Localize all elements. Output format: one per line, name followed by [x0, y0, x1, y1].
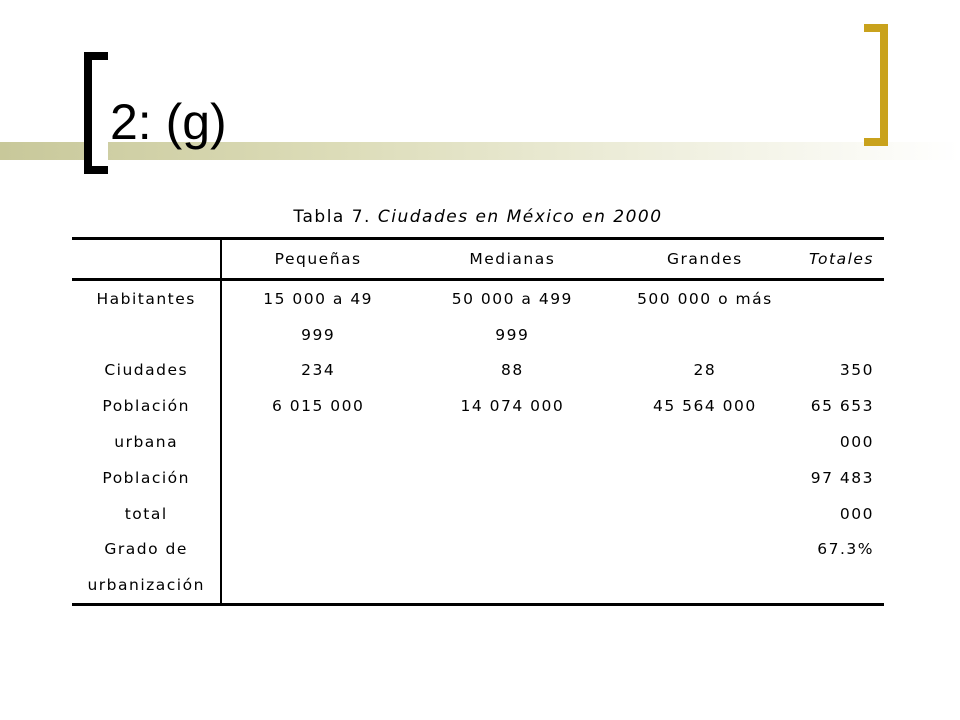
table-cell	[414, 496, 611, 532]
table-cell: 15 000 a 49	[263, 289, 374, 308]
table-cell: 65 653	[810, 397, 874, 416]
table-cell: 350	[839, 361, 874, 380]
table-cell	[799, 567, 884, 604]
slide-title: 2: (g)	[110, 94, 227, 150]
cities-table	[72, 237, 884, 606]
table-cell	[611, 567, 799, 604]
table-cell: 50 000 a 499	[451, 289, 573, 308]
table-row	[72, 532, 884, 568]
header-cell-pequenas: Pequeñas	[221, 239, 414, 280]
table-cell	[221, 532, 414, 568]
row-label-cell: Grado de	[72, 532, 221, 568]
right-bracket-decoration	[864, 24, 888, 146]
table-cell	[221, 567, 414, 604]
table-row	[72, 388, 884, 424]
table-row	[72, 567, 884, 604]
table-cell	[221, 460, 414, 496]
left-bracket-decoration	[84, 52, 108, 174]
header-cell-totales: Totales	[799, 239, 884, 280]
table-cell: 45 564 000	[652, 397, 757, 416]
table-cell	[221, 424, 414, 460]
table-cell: 000	[839, 433, 874, 452]
header-cell-blank	[72, 239, 221, 280]
table-cell	[799, 280, 884, 317]
row-label-cell: Población	[72, 388, 221, 424]
table-row	[72, 460, 884, 496]
header-cell-medianas: Medianas	[414, 239, 611, 280]
table-cell	[221, 496, 414, 532]
table-cell	[414, 567, 611, 604]
table-cell: 88	[500, 361, 524, 380]
header-cell-grandes: Grandes	[611, 239, 799, 280]
row-label-cell: urbana	[72, 424, 221, 460]
table-cell: 67.3%	[817, 540, 874, 559]
table-cell: 234	[301, 361, 336, 380]
row-label-cell: Población	[72, 460, 221, 496]
table-cell: 500 000 o más	[637, 289, 773, 308]
table-cell	[414, 460, 611, 496]
row-label-cell: Habitantes	[72, 280, 221, 317]
table-cell	[611, 460, 799, 496]
table-cell	[611, 532, 799, 568]
table-cell	[414, 424, 611, 460]
row-label-cell: Ciudades	[72, 353, 221, 389]
table-cell	[611, 424, 799, 460]
table-cell	[611, 496, 799, 532]
table-cell: 14 074 000	[460, 397, 565, 416]
table-cell	[799, 317, 884, 353]
table-cell: 97 483	[810, 468, 874, 487]
row-label-cell: total	[72, 496, 221, 532]
table-cell: 6 015 000	[271, 397, 365, 416]
table-row	[72, 424, 884, 460]
table-cell	[611, 317, 799, 353]
row-label-cell: urbanización	[72, 567, 221, 604]
table-cell: 999	[495, 325, 530, 344]
table-cell: 000	[839, 504, 874, 523]
table-header-row	[72, 239, 884, 280]
table-caption-prefix: Tabla 7.	[293, 207, 371, 227]
row-label-cell	[72, 317, 221, 353]
table-caption	[72, 207, 884, 227]
table-row	[72, 353, 884, 389]
table-caption-title: Ciudades en México en 2000	[377, 207, 663, 227]
table-row	[72, 280, 884, 317]
table-row	[72, 317, 884, 353]
table-cell: 999	[301, 325, 336, 344]
table-cell: 28	[693, 361, 717, 380]
table-cell	[414, 532, 611, 568]
table-row	[72, 496, 884, 532]
